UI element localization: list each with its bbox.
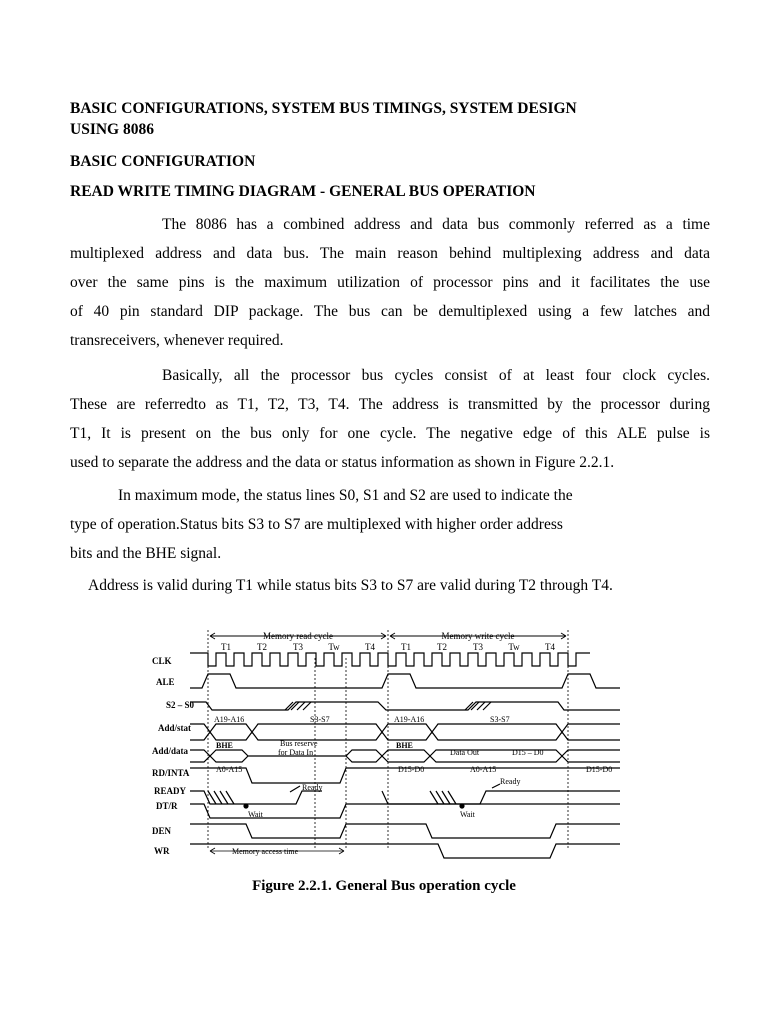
paragraph-3-line3: bits and the BHE signal. xyxy=(70,545,222,562)
t-state-write-4: T4 xyxy=(545,642,555,652)
signal-label-clk: CLK xyxy=(152,656,172,666)
add-data-waveform xyxy=(190,750,620,762)
den-waveform xyxy=(190,824,620,838)
data-out-range: D15 – D0 xyxy=(512,748,544,757)
bus-reserve-label: Bus reserve xyxy=(280,739,318,748)
memory-access-time-label: Memory access time xyxy=(232,847,299,856)
data-write-end: D15-D0 xyxy=(586,765,613,774)
data-out-label: Data Out xyxy=(450,748,480,757)
signal-label-wr: WR xyxy=(154,846,170,856)
paragraph-3-line2: type of operation.Status bits S3 to S7 are multiplexed with higher order address xyxy=(70,516,563,533)
timing-diagram xyxy=(150,628,630,863)
data-read: D15-D0 xyxy=(398,765,425,774)
paragraph-1-line: The 8086 has a combined address and data bus commonly referred as a time xyxy=(162,216,710,233)
addr-high-read: A19-A16 xyxy=(214,715,245,724)
signal-label-add-data: Add/data xyxy=(152,746,189,756)
add-stat-annotations xyxy=(214,715,510,750)
paragraph-1 xyxy=(70,210,710,355)
t-state-read-3: T3 xyxy=(293,642,303,652)
paragraph-2-line: Basically, all the processor bus cycles consist of at least four clock cycles. xyxy=(162,367,710,384)
signal-label-den: DEN xyxy=(152,826,172,836)
subheading-timing-diagram: READ WRITE TIMING DIAGRAM - GENERAL BUS OPERATION xyxy=(70,183,536,200)
bhe-read: BHE xyxy=(216,741,233,750)
clk-waveform xyxy=(190,653,590,666)
add-stat-waveform xyxy=(190,724,620,740)
paragraph-2 xyxy=(70,361,710,477)
ready-write-label: Ready xyxy=(500,777,521,786)
t-state-write-3: T3 xyxy=(473,642,483,652)
paragraph-1-line: of 40 pin standard DIP package. The bus can be demultiplexed using a few latches and xyxy=(70,303,710,320)
signal-label-add-stat: Add/stat xyxy=(158,723,192,733)
main-heading-line1: BASIC CONFIGURATIONS, SYSTEM BUS TIMINGS, SYSTEM DESIGN xyxy=(70,100,577,117)
figure-caption: Figure 2.2.1. General Bus operation cycle xyxy=(252,878,516,894)
paragraph-3-line1: In maximum mode, the status lines S0, S1 and S2 are used to indicate the xyxy=(118,487,573,504)
t-state-write-1: T1 xyxy=(401,642,411,652)
main-heading-line2: USING 8086 xyxy=(70,121,154,138)
t-state-write-2: T2 xyxy=(437,642,447,652)
main-heading xyxy=(70,98,710,140)
for-data-in-label: for Data In xyxy=(278,748,314,757)
t-state-write-w: Tw xyxy=(508,642,520,652)
paragraph-2-line: used to separate the address and the data or status information as shown in Figure 2.2.1. xyxy=(70,454,615,471)
status-read: S3-S7 xyxy=(310,715,330,724)
memory-read-cycle-label: Memory read cycle xyxy=(263,631,333,641)
paragraph-1-line: multiplexed address and data bus. The main reason behind multiplexing address and data xyxy=(70,245,710,262)
paragraph-1-line: transreceivers, whenever required. xyxy=(70,332,284,349)
signal-label-ale: ALE xyxy=(156,677,175,687)
ready-read-label: Ready xyxy=(302,783,323,792)
signal-label-ready: READY xyxy=(154,786,187,796)
status-write: S3-S7 xyxy=(490,715,510,724)
paragraph-2-line: These are referredto as T1, T2, T3, T4. The address is transmitted by the processor during xyxy=(70,396,710,413)
timing-diagram-svg xyxy=(150,628,630,863)
status-s2-s0-waveform xyxy=(190,702,620,710)
t-state-read-4: T4 xyxy=(365,642,375,652)
t-state-read-2: T2 xyxy=(257,642,267,652)
paragraph-4: Address is valid during T1 while status bits S3 to S7 are valid during T2 through T4. xyxy=(88,577,613,594)
t-state-read-w: Tw xyxy=(328,642,340,652)
ale-waveform xyxy=(190,674,620,688)
signal-labels xyxy=(152,656,195,856)
addr-low-write: A0-A15 xyxy=(470,765,497,774)
addr-low-read: A0-A15 xyxy=(216,765,243,774)
t-state-read-1: T1 xyxy=(221,642,231,652)
wait-write-label: Wait xyxy=(460,810,475,819)
memory-write-cycle-label: Memory write cycle xyxy=(441,631,515,641)
paragraph-1-line: over the same pins is the maximum utilization of processor pins and it facilitates the use xyxy=(70,274,710,291)
wait-read-label: Wait xyxy=(248,810,263,819)
subheading-basic-configuration: BASIC CONFIGURATION xyxy=(70,153,256,170)
addr-high-write: A19-A16 xyxy=(394,715,425,724)
signal-label-dt-r: DT/R xyxy=(156,801,178,811)
paragraph-2-line: T1, It is present on the bus only for one cycle. The negative edge of this ALE pulse is xyxy=(70,425,710,442)
signal-label-rd-inta: RD/INTA xyxy=(152,768,190,778)
bhe-write: BHE xyxy=(396,741,413,750)
signal-label-status: S2 – S0 xyxy=(166,700,195,710)
